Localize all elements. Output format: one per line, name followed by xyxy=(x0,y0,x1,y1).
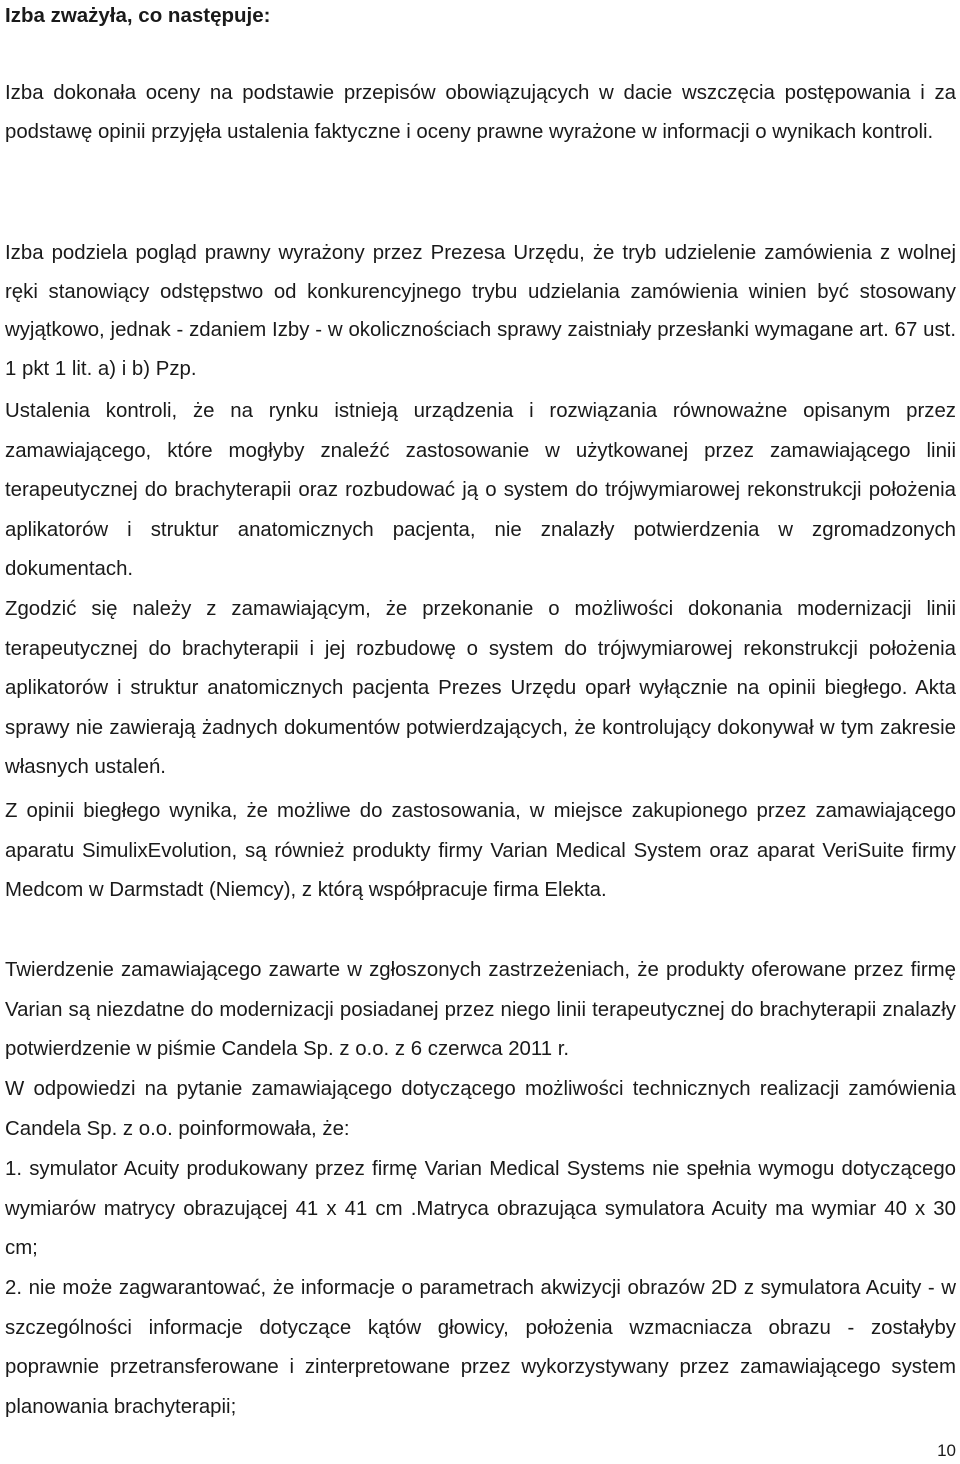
section-heading: Izba zważyła, co następuje: xyxy=(5,4,271,27)
paragraph-alternative-products: Z opinii biegłego wynika, że możliwe do zastosowania, w miejsce zakupionego przez zamawiającego aparatu SimulixEvolution, są również produkty firmy Varian Medical System oraz aparat VeriSuite firmy Medcom w Darmstadt (Niemcy), z którą współpracuje firma Elekta. xyxy=(5,800,956,902)
paragraph-legal-view: Izba podziela pogląd prawny wyrażony przez Prezesa Urzędu, że tryb udzielenie zamówienia z wolnej ręki stanowiący odstępstwo od konkurencyjnego trybu udzielania zamówienia winien być stosowany wyjątkowo, jednak - zdaniem Izby - w okolicznościach sprawy zaistniały przesłanki wymagane art. 67 ust. 1 pkt 1 lit. a) i b) Pzp. xyxy=(5,242,956,380)
list-item-1: 1. symulator Acuity produkowany przez firmę Varian Medical Systems nie spełnia wymogu dotyczącego wymiarów matrycy obrazującej 41 x 41 cm .Matryca obrazująca symulatora Acuity ma wymiar 40 x 30 cm; xyxy=(5,1158,956,1260)
list-item-2: 2. nie może zagwarantować, że informacje o parametrach akwizycji obrazów 2D z symulatora Acuity - w szczególności informacje dotyczące kątów głowicy, położenia wzmacniacza obrazu - zostałyby poprawnie przetransferowane i zinterpretowane przez wykorzystywany przez zamawiającego system planowania brachyterapii; xyxy=(5,1277,956,1418)
paragraph-expert-opinion: Zgodzić się należy z zamawiającym, że przekonanie o możliwości dokonania modernizacji linii terapeutycznej do brachyterapii i jej rozbudowę o system do trójwymiarowej rekonstrukcji położenia aplikatorów i struktur anatomicznych pacjenta Prezes Urzędu oparł wyłącznie na opinii biegłego. Akta sprawy nie zawierają żadnych dokumentów potwierdzających, że kontrolujący dokonywał w tym zakresie własnych ustaleń. xyxy=(5,598,956,779)
paragraph-control-findings: Ustalenia kontroli, że na rynku istnieją urządzenia i rozwiązania równoważne opisanym przez zamawiającego, które mogłyby znaleźć zastosowanie w użytkowanej przez zamawiającego linii terapeutycznej do brachyterapii oraz rozbudować ją o system do trójwymiarowej rekonstrukcji położenia aplikatorów i struktur anatomicznych pacjenta, nie znalazły potwierdzenia w zgromadzonych dokumentach. xyxy=(5,400,956,581)
page-number: 10 xyxy=(937,1441,956,1460)
paragraph-assessment-basis: Izba dokonała oceny na podstawie przepisów obowiązujących w dacie wszczęcia postępowania i za podstawę opinii przyjęła ustalenia faktyczne i oceny prawne wyrażone w informacji o wynikach kontroli. xyxy=(5,82,956,143)
paragraph-varian-claim: Twierdzenie zamawiającego zawarte w zgłoszonych zastrzeżeniach, że produkty oferowane przez firmę Varian są niezdatne do modernizacji posiadanej przez niego linii terapeutycznej do brachyterapii znalazły potwierdzenie w piśmie Candela Sp. z o.o. z 6 czerwca 2011 r. xyxy=(5,959,956,1061)
paragraph-candela-response: W odpowiedzi na pytanie zamawiającego dotyczącego możliwości technicznych realizacji zamówienia Candela Sp. z o.o. poinformowała, że: xyxy=(5,1078,956,1140)
